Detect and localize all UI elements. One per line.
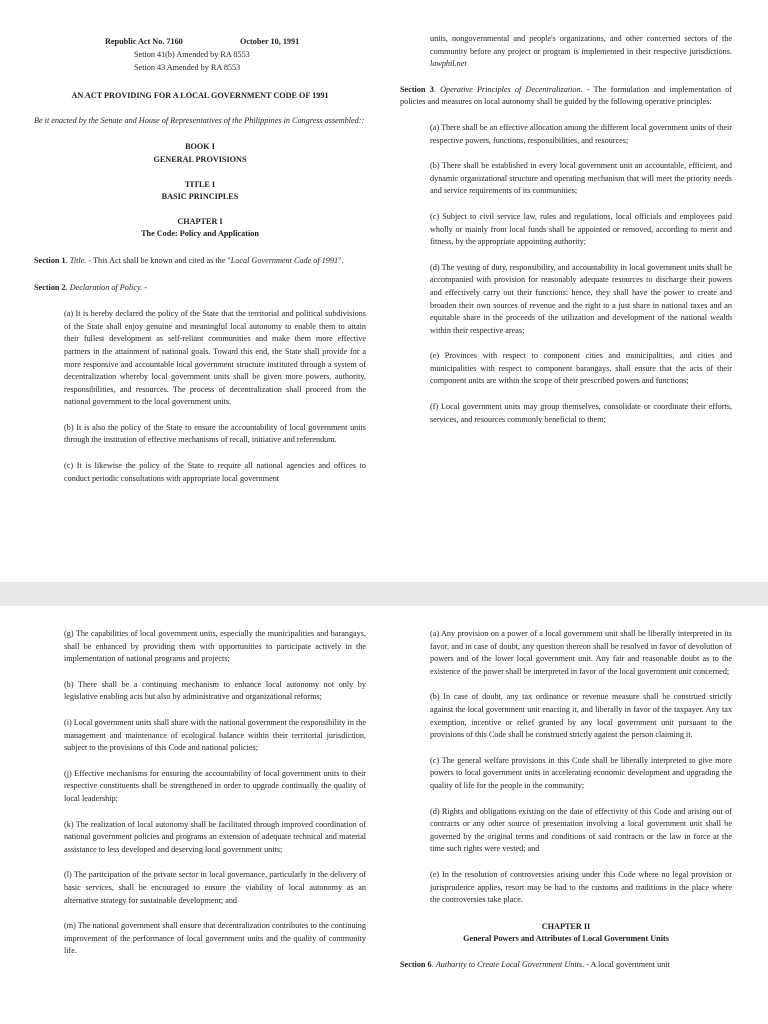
section-2-para-b: (b) It is also the policy of the State to ensure the accountability of local government units through the institution of effective mechanisms of recall, initiative and referendum. [64, 422, 366, 445]
section-3-sep: . [433, 84, 441, 94]
section-2-para-c: (c) It is likewise the policy of the State to require all national agencies and offices to conduct periodic consultations with appropriate local government [64, 461, 366, 483]
act-header [34, 36, 366, 49]
section-1-sep: . [65, 255, 70, 265]
act-date: October 10, 1991 [240, 37, 300, 46]
section-5-para-c: (c) The general welfare provisions in this Code shall be liberally interpreted to give more powers to local government units in accelerating economic development and upgrading the quality of life for the people in the community; [430, 755, 732, 790]
section-1-text: - This Act shall be known and cited as the " [86, 255, 231, 265]
section-1-title: Title. [69, 255, 87, 265]
act-number: Republic Act No. 7160 [105, 37, 183, 46]
section-6-label: Section 6 [400, 959, 432, 969]
section-3-para-d: (d) The vesting of duty, responsibility, and accountability in local government units shall be accompanied with provision for reasonably adequate resources to discharge their powers and effectively carry out their functions: hence, they shall have the power to create and broaden their own sources of revenue and the right to a just share in national taxes and an equitable share in the proceeds of the utilization and development of the national wealth within their respective areas; [430, 262, 732, 335]
section-3-para-m: (m) The national government shall ensure that decentralization contributes to the continuing improvement of the performance of local government units and the quality of community life. [64, 921, 366, 956]
enacting-clause: Be it enacted by the Senate and House of Representatives of the Philippines in Congress assembled:: [34, 115, 365, 125]
section-2-title: Declaration of Policy. - [69, 282, 148, 292]
section-3-para-l: (l) The participation of the private sector in local governance, particularly in the delivery of basic services, shall be encouraged to ensure the viability of local autonomy as an alternative strategy for sustainable development; and [64, 870, 366, 905]
section-6-text: . - A local government unit [582, 959, 670, 969]
section-3-title: Operative Principles of Decentralization [440, 84, 581, 94]
section-3-para-e: (e) Provinces with respect to component cities and municipalities, and cities and municipalities with respect to component barangays, shall ensure that the acts of their component units are within the scope of their prescribed powers and functions; [430, 351, 732, 386]
section-5-para-b: (b) In case of doubt, any tax ordinance or revenue measure shall be construed strictly against the local government unit enacting it, and liberally in favor of the taxpayer. Any tax exemption, incentive or relief granted by any local government unit pursuant to the provisions of this Code shall be construed strictly against the person claiming it. [430, 692, 732, 740]
section-6-sep: . [431, 959, 436, 969]
section-3-text: . - The formulation and implementation of policies and measures on local autonomy shall be guided by the following operative principles: [400, 84, 732, 107]
section-3-para-h: (h) There shall be a continuing mechanism to enhance local autonomy not only by legislative enabling acts but also by administrative and organizational reforms; [64, 679, 366, 702]
section-3-para-i: (i) Local government units shall share with the national government the responsibility in the management and maintenance of ecological balance within their territorial jurisdiction, subject to the provisions of this Code and national policies; [64, 717, 366, 753]
chapter-2-name: General Powers and Attributes of Local Government Units [463, 934, 669, 944]
title-name: BASIC PRINCIPLES [161, 192, 239, 202]
section-1-end: ". [338, 255, 344, 265]
section-1-label: Section 1 [34, 255, 66, 265]
continued-text: units, nongovernmental and people's organizations, and other concerned sectors of the community before any project or program is implemented in their respective jurisdictions. [430, 34, 732, 56]
section-2 [34, 282, 366, 295]
book-title: GENERAL PROVISIONS [153, 154, 247, 164]
section-5-para-d: (d) Rights and obligations existing on the date of effectivity of this Code and arising out of contracts or any other source of presentation involving a local government unit shall be governed by the original terms and conditions of said contracts or the law in force at the time such rights were vested; and [430, 806, 732, 854]
title-number: TITLE I [184, 179, 216, 189]
section-3-para-f: (f) Local government units may group themselves, consolidate or coordinate their efforts, services, and resources commonly beneficial to them; [430, 402, 732, 424]
section-2-label: Section 2 [34, 282, 66, 292]
section-3-para-g: (g) The capabilities of local government units, especially the municipalities and barangays, shall be enhanced by providing them with opportunities to participate actively in the implementation of national programs and projects; [64, 629, 366, 664]
section-3-para-j: (j) Effective mechanisms for ensuring the accountability of local government units to their respective constituents shall be strengthened in order to upgrade continually the quality of local leadership; [64, 768, 366, 803]
section-1-code-name: Local Government Code of 1991 [230, 255, 339, 265]
section-3-label: Section 3 [400, 84, 434, 94]
chapter-2-number: CHAPTER II [541, 921, 591, 931]
section-2-sep: . [65, 282, 70, 292]
page2-left-column [34, 606, 366, 958]
section-2-para-c-continued [400, 33, 732, 71]
amendment-note-2: Setion 43 Amended by RA 8553 [134, 62, 241, 72]
chapter-number: CHAPTER I [177, 216, 223, 226]
book-number: BOOK I [185, 142, 215, 152]
section-6-title: Authority to Create Local Government Units [435, 959, 583, 969]
chapter-name: The Code: Policy and Application [141, 229, 259, 239]
amendment-note-1: Setion 41(b) Amended by RA 8553 [134, 50, 250, 59]
section-3-para-b: (b) There shall be established in every local government unit an accountable, efficient, and dynamic organizational structure and operating mechanism that will meet the priority needs and service requirements of its communities; [430, 161, 732, 196]
section-2-para-a: (a) It is hereby declared the policy of the State that the territorial and political subdivisions of the State shall enjoy genuine and meaningful local autonomy to enable them to attain their fullest development as self-reliant communities and make them more effective partners in the attainment of national goals. Toward this end, the State shall provide for a more responsive and accountable local government structure instituted through a system of decentralization whereby local government units shall be given more powers, authority, responsibilities, and resources. The process of decentralization shall proceed from the national government to the local government units. [64, 309, 366, 407]
lawphil-link: lawphil.net [430, 59, 467, 69]
section-1 [34, 255, 366, 268]
document-page-2 [0, 606, 768, 1024]
act-title: AN ACT PROVIDING FOR A LOCAL GOVERNMENT CODE OF 1991 [71, 91, 329, 101]
page1-left-column [34, 0, 366, 485]
section-3-para-k: (k) The realization of local autonomy shall be facilitated through improved coordination of national government policies and programs an extension of adequate technical and material assistance to less developed and deserving local government units; [64, 819, 366, 854]
section-3 [400, 84, 732, 109]
page2-right-column [400, 606, 732, 971]
section-6 [400, 959, 732, 972]
section-3-para-a: (a) There shall be an effective allocation among the different local government units of their respective powers, functions, responsibilities, and resources; [430, 122, 732, 145]
section-3-para-c: (c) Subject to civil service law, rules and regulations, local officials and employees paid wholly or mainly from local funds shall be appointed or removed, according to merit and fitness, by the appropriate appointing authority; [430, 211, 732, 247]
page1-right-column [400, 0, 732, 426]
section-5-para-a: (a) Any provision on a power of a local government unit shall be liberally interpreted in its favor, and in case of doubt, any question thereon shall be resolved in favor of devolution of powers and of the lower local government unit. Any fair and reasonable doubt as to the existence of the power shall be interpreted in favor of the local government unit concerned; [430, 629, 732, 676]
section-5-para-e: (e) In the resolution of controversies arising under this Code where no legal provision or jurisprudence applies, resort may be had to the customs and traditions in the place where the controversies take place. [430, 869, 732, 905]
